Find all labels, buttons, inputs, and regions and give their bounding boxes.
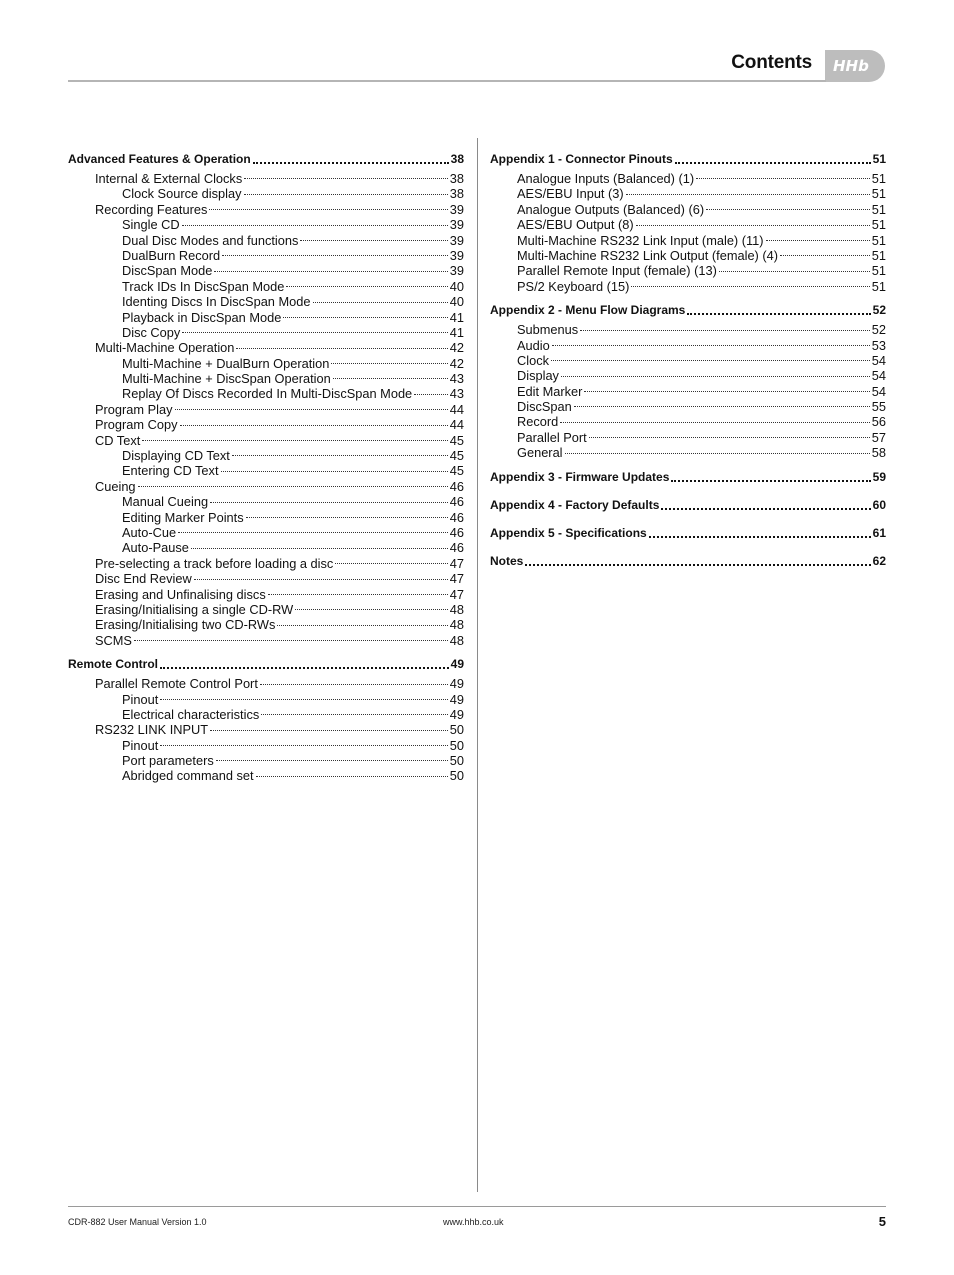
toc-right-column — [490, 151, 886, 581]
toc-leader-dots — [313, 302, 448, 303]
toc-entry[interactable] — [68, 340, 464, 355]
toc-entry-page: 39 — [449, 217, 464, 233]
toc-entry-title: Erasing and Unfinalising discs — [95, 586, 266, 602]
toc-entry-title: Pre-selecting a track before loading a disc — [95, 555, 334, 571]
toc-entry-page: 61 — [872, 525, 886, 540]
toc-leader-dots — [236, 348, 447, 349]
toc-entry-page: 41 — [449, 324, 464, 340]
toc-leader-dots — [565, 453, 870, 454]
toc-leader-dots — [216, 760, 448, 761]
toc-entry[interactable] — [68, 417, 464, 432]
toc-entry-title: Erasing/Initialising two CD-RWs — [95, 617, 276, 633]
toc-entry-page: 46 — [449, 524, 464, 540]
toc-leader-dots — [300, 240, 447, 241]
toc-entry[interactable] — [490, 217, 886, 232]
toc-entry-page: 54 — [871, 383, 886, 399]
toc-leader-dots — [719, 271, 870, 272]
toc-entry-title: Replay Of Discs Recorded In Multi-DiscSpan Mode — [122, 386, 413, 402]
toc-entry[interactable] — [68, 602, 464, 617]
toc-entry[interactable] — [490, 322, 886, 337]
toc-leader-dots — [160, 667, 449, 669]
toc-entry-title: Multi-Machine + DiscSpan Operation — [122, 371, 331, 387]
toc-entry-title: Multi-Machine + DualBurn Operation — [122, 355, 330, 371]
toc-leader-dots — [182, 332, 447, 333]
toc-leader-dots — [525, 564, 870, 566]
toc-entry-title: Program Copy — [95, 417, 178, 433]
footer-page-number: 5 — [878, 1214, 886, 1229]
toc-entry-page: 51 — [871, 201, 886, 217]
toc-entry[interactable] — [68, 233, 464, 248]
toc-entry-page: 38 — [450, 152, 464, 166]
page-title: Contents — [731, 52, 812, 73]
toc-entry-title: Edit Marker — [517, 383, 583, 399]
toc-entry-page: 53 — [871, 337, 886, 353]
toc-entry[interactable] — [490, 202, 886, 217]
toc-entry-title: Parallel Remote Control Port — [95, 676, 258, 692]
footer-website: www.hhb.co.uk — [443, 1217, 504, 1227]
toc-entry-page: 49 — [449, 676, 464, 692]
toc-entry[interactable] — [68, 768, 464, 783]
hhb-logo-icon — [825, 50, 886, 82]
toc-entry[interactable] — [68, 248, 464, 263]
toc-leader-dots — [675, 162, 871, 164]
toc-leader-dots — [191, 548, 448, 549]
toc-leader-dots — [260, 684, 448, 685]
toc-entry[interactable] — [68, 402, 464, 417]
toc-entry-title: Notes — [490, 553, 524, 568]
toc-entry-title: Identing Discs In DiscSpan Mode — [122, 294, 311, 310]
toc-leader-dots — [333, 378, 448, 379]
toc-entry-page: 39 — [449, 247, 464, 263]
toc-entry[interactable] — [490, 263, 886, 278]
toc-leader-dots — [631, 286, 869, 287]
toc-entry-title: Parallel Remote Input (female) (13) — [517, 263, 717, 279]
toc-leader-dots — [180, 425, 448, 426]
toc-entry-page: 54 — [871, 352, 886, 368]
toc-leader-dots — [221, 471, 448, 472]
toc-entry[interactable] — [68, 386, 464, 401]
toc-entry-title: Program Play — [95, 401, 173, 417]
toc-leader-dots — [268, 594, 448, 595]
toc-entry[interactable] — [68, 325, 464, 340]
toc-leader-dots — [256, 776, 448, 777]
toc-leader-dots — [142, 440, 447, 441]
toc-entry-page: 55 — [871, 399, 886, 415]
toc-entry-page: 57 — [871, 429, 886, 445]
toc-entry-page: 49 — [449, 691, 464, 707]
toc-left-column — [68, 151, 464, 792]
toc-entry-title: RS232 LINK INPUT — [95, 722, 209, 738]
toc-leader-dots — [210, 502, 448, 503]
toc-entry[interactable] — [490, 233, 886, 248]
toc-section-heading[interactable] — [490, 151, 886, 171]
toc-entry-page: 46 — [449, 494, 464, 510]
toc-leader-dots — [160, 699, 447, 700]
toc-entry-title: Parallel Port — [517, 429, 587, 445]
toc-section-heading[interactable] — [490, 553, 886, 573]
footer-manual-title: CDR-882 User Manual Version 1.0 — [68, 1217, 207, 1227]
toc-entry[interactable] — [68, 753, 464, 768]
toc-entry[interactable] — [68, 707, 464, 722]
toc-entry-page: 38 — [449, 171, 464, 186]
toc-entry-title: Appendix 4 - Factory Defaults — [490, 497, 660, 512]
toc-leader-dots — [574, 406, 870, 407]
toc-entry[interactable] — [68, 279, 464, 294]
toc-entry-title: Submenus — [517, 322, 579, 338]
toc-leader-dots — [766, 240, 870, 241]
toc-entry[interactable] — [68, 692, 464, 707]
toc-entry-title: Abridged command set — [122, 768, 254, 784]
toc-entry-page: 38 — [449, 186, 464, 202]
toc-section-heading[interactable] — [490, 302, 886, 322]
toc-entry-title: Pinout — [122, 737, 159, 753]
toc-entry-title: DualBurn Record — [122, 247, 221, 263]
toc-entry-title: Recording Features — [95, 201, 208, 217]
column-divider — [477, 138, 478, 1192]
toc-entry-title: Displaying CD Text — [122, 448, 230, 464]
toc-leader-dots — [580, 330, 870, 331]
toc-leader-dots — [277, 625, 447, 626]
toc-entry-page: 51 — [871, 217, 886, 233]
toc-entry-title: AES/EBU Input (3) — [517, 186, 624, 202]
toc-leader-dots — [584, 391, 869, 392]
toc-entry[interactable] — [490, 414, 886, 429]
toc-section-heading[interactable] — [490, 497, 886, 517]
toc-entry-page: 47 — [449, 555, 464, 571]
toc-entry-page: 42 — [449, 340, 464, 356]
toc-entry-page: 42 — [449, 355, 464, 371]
toc-entry-page: 40 — [449, 278, 464, 294]
toc-entry-page: 51 — [871, 171, 886, 186]
toc-entry[interactable] — [68, 738, 464, 753]
toc-entry[interactable] — [68, 171, 464, 186]
toc-section — [490, 497, 886, 517]
toc-entry[interactable] — [490, 430, 886, 445]
toc-entry-title: Appendix 1 - Connector Pinouts — [490, 152, 673, 166]
toc-leader-dots — [551, 360, 870, 361]
toc-entry-page: 39 — [449, 232, 464, 248]
toc-entry-title: DiscSpan — [517, 399, 572, 415]
toc-entry-title: DiscSpan Mode — [122, 263, 213, 279]
toc-leader-dots — [194, 579, 448, 580]
toc-leader-dots — [636, 225, 870, 226]
toc-entry-page: 62 — [872, 553, 886, 568]
toc-entry-page: 44 — [449, 417, 464, 433]
toc-entry-page: 51 — [871, 263, 886, 279]
toc-entry-page: 43 — [449, 371, 464, 387]
toc-entry[interactable] — [68, 463, 464, 478]
toc-entry[interactable] — [490, 399, 886, 414]
toc-entry-title: Advanced Features & Operation — [68, 152, 251, 166]
toc-entry[interactable] — [68, 356, 464, 371]
toc-leader-dots — [626, 194, 870, 195]
toc-entry-page: 60 — [872, 497, 886, 512]
toc-leader-dots — [232, 455, 448, 456]
toc-leader-dots — [552, 345, 870, 346]
toc-section-heading[interactable] — [68, 151, 464, 171]
toc-leader-dots — [244, 194, 448, 195]
toc-entry-title: Single CD — [122, 217, 180, 233]
toc-entry-page: 54 — [871, 368, 886, 384]
toc-leader-dots — [687, 313, 870, 315]
toc-leader-dots — [214, 271, 447, 272]
toc-leader-dots — [589, 437, 870, 438]
toc-entry-title: General — [517, 445, 563, 461]
toc-leader-dots — [283, 317, 447, 318]
toc-entry[interactable] — [68, 617, 464, 632]
toc-entry-title: SCMS — [95, 632, 132, 648]
toc-leader-dots — [560, 422, 870, 423]
toc-entry[interactable] — [68, 633, 464, 648]
toc-leader-dots — [335, 563, 447, 564]
toc-entry[interactable] — [490, 368, 886, 383]
toc-entry[interactable] — [68, 294, 464, 309]
toc-entry[interactable] — [68, 494, 464, 509]
toc-entry-page: 46 — [449, 509, 464, 525]
toc-entry[interactable] — [68, 448, 464, 463]
toc-entry-title: AES/EBU Output (8) — [517, 217, 634, 233]
toc-leader-dots — [138, 486, 448, 487]
toc-leader-dots — [671, 480, 870, 482]
toc-leader-dots — [182, 225, 448, 226]
toc-entry-title: Entering CD Text — [122, 463, 219, 479]
toc-leader-dots — [210, 730, 448, 731]
toc-entry-page: 41 — [449, 309, 464, 325]
toc-entry-title: Remote Control — [68, 657, 158, 672]
toc-section — [68, 656, 464, 784]
toc-entry-title: Auto-Cue — [122, 524, 177, 540]
toc-entry[interactable] — [490, 353, 886, 368]
toc-leader-dots — [295, 609, 448, 610]
toc-entry-page: 56 — [871, 414, 886, 430]
toc-section-heading[interactable] — [490, 469, 886, 489]
toc-leader-dots — [160, 745, 447, 746]
toc-entry[interactable] — [68, 722, 464, 737]
toc-entry-title: Cueing — [95, 478, 136, 494]
toc-entry-page: 50 — [449, 768, 464, 784]
logo-text: HHb — [833, 57, 869, 75]
toc-entry-title: Clock — [517, 352, 549, 368]
toc-entry-page: 51 — [872, 152, 886, 166]
toc-entry-page: 45 — [449, 463, 464, 479]
toc-entry-title: Auto-Pause — [122, 540, 189, 556]
toc-entry-page: 44 — [449, 401, 464, 417]
toc-entry-page: 51 — [871, 247, 886, 263]
toc-leader-dots — [696, 178, 870, 179]
toc-entry-page: 49 — [450, 657, 464, 672]
toc-section — [490, 553, 886, 573]
toc-entry-page: 45 — [449, 432, 464, 448]
toc-section — [490, 469, 886, 489]
toc-leader-dots — [661, 508, 870, 510]
toc-entry[interactable] — [490, 171, 886, 186]
toc-section — [490, 302, 886, 461]
toc-leader-dots — [253, 162, 449, 164]
toc-entry-title: Disc Copy — [122, 324, 181, 340]
toc-entry-title: Port parameters — [122, 753, 214, 769]
toc-entry-page: 52 — [871, 322, 886, 338]
toc-entry-page: 50 — [449, 753, 464, 769]
toc-entry-page: 58 — [871, 445, 886, 461]
toc-leader-dots — [261, 714, 448, 715]
toc-entry-page: 51 — [871, 186, 886, 202]
toc-entry-title: Appendix 5 - Specifications — [490, 525, 647, 540]
toc-leader-dots — [414, 394, 448, 395]
toc-entry-title: Multi-Machine RS232 Link Output (female) (4) — [517, 247, 779, 263]
toc-entry[interactable] — [68, 371, 464, 386]
toc-entry[interactable] — [68, 556, 464, 571]
toc-entry-title: Playback in DiscSpan Mode — [122, 309, 282, 325]
toc-entry-page: 59 — [872, 469, 886, 484]
toc-entry[interactable] — [490, 384, 886, 399]
toc-entry-title: Disc End Review — [95, 571, 192, 587]
toc-entry[interactable] — [68, 217, 464, 232]
toc-entry-page: 46 — [449, 478, 464, 494]
toc-entry-title: Editing Marker Points — [122, 509, 244, 525]
toc-entry-page: 49 — [449, 706, 464, 722]
toc-entry[interactable] — [490, 248, 886, 263]
toc-entry-page: 46 — [449, 540, 464, 556]
toc-entry-title: Analogue Inputs (Balanced) (1) — [517, 171, 695, 186]
toc-leader-dots — [209, 209, 447, 210]
toc-entry-page: 39 — [449, 201, 464, 217]
toc-entry-page: 48 — [449, 617, 464, 633]
toc-entry[interactable] — [490, 186, 886, 201]
toc-entry-title: CD Text — [95, 432, 141, 448]
toc-entry-title: Track IDs In DiscSpan Mode — [122, 278, 285, 294]
toc-section — [490, 151, 886, 294]
toc-entry[interactable] — [490, 279, 886, 294]
toc-entry[interactable] — [68, 587, 464, 602]
toc-entry-title: Electrical characteristics — [122, 706, 260, 722]
toc-leader-dots — [178, 532, 448, 533]
toc-entry-title: Dual Disc Modes and functions — [122, 232, 299, 248]
toc-entry-page: 50 — [449, 722, 464, 738]
toc-leader-dots — [706, 209, 870, 210]
toc-section — [490, 525, 886, 545]
toc-entry[interactable] — [68, 186, 464, 201]
toc-entry-title: Multi-Machine RS232 Link Input (male) (11) — [517, 232, 764, 248]
toc-entry[interactable] — [490, 338, 886, 353]
toc-entry[interactable] — [68, 510, 464, 525]
toc-entry-page: 47 — [449, 571, 464, 587]
toc-leader-dots — [222, 255, 448, 256]
toc-section — [68, 151, 464, 648]
toc-entry-title: Analogue Outputs (Balanced) (6) — [517, 201, 705, 217]
toc-entry-title: Display — [517, 368, 559, 384]
toc-entry[interactable] — [68, 676, 464, 691]
toc-entry[interactable] — [68, 540, 464, 555]
toc-entry-page: 52 — [872, 303, 886, 318]
toc-entry[interactable] — [68, 263, 464, 278]
toc-entry[interactable] — [68, 571, 464, 586]
toc-entry-title: Appendix 2 - Menu Flow Diagrams — [490, 303, 686, 318]
toc-section-heading[interactable] — [68, 656, 464, 676]
toc-entry-page: 43 — [449, 386, 464, 402]
toc-entry-title: Clock Source display — [122, 186, 242, 202]
toc-entry-title: PS/2 Keyboard (15) — [517, 278, 630, 294]
toc-entry-page: 48 — [449, 601, 464, 617]
toc-leader-dots — [286, 286, 447, 287]
toc-section-heading[interactable] — [490, 525, 886, 545]
toc-leader-dots — [134, 640, 448, 641]
footer-rule — [68, 1206, 886, 1207]
toc-leader-dots — [175, 409, 448, 410]
toc-entry-page: 39 — [449, 263, 464, 279]
toc-entry-title: Pinout — [122, 691, 159, 707]
toc-entry-page: 51 — [871, 278, 886, 294]
toc-entry-title: Erasing/Initialising a single CD-RW — [95, 601, 294, 617]
toc-entry-page: 40 — [449, 294, 464, 310]
toc-entry-page: 45 — [449, 448, 464, 464]
toc-entry-title: Appendix 3 - Firmware Updates — [490, 469, 670, 484]
toc-entry[interactable] — [68, 479, 464, 494]
toc-entry-page: 50 — [449, 737, 464, 753]
toc-entry-page: 48 — [449, 632, 464, 648]
toc-leader-dots — [244, 178, 448, 179]
header-rule — [68, 80, 826, 82]
toc-leader-dots — [780, 255, 870, 256]
toc-entry-title: Internal & External Clocks — [95, 171, 243, 186]
toc-leader-dots — [331, 363, 447, 364]
toc-entry[interactable] — [68, 202, 464, 217]
toc-entry[interactable] — [68, 310, 464, 325]
toc-entry[interactable] — [490, 445, 886, 460]
toc-leader-dots — [649, 536, 871, 538]
toc-entry-title: Multi-Machine Operation — [95, 340, 235, 356]
toc-entry[interactable] — [68, 525, 464, 540]
toc-entry[interactable] — [68, 433, 464, 448]
toc-entry-title: Manual Cueing — [122, 494, 209, 510]
toc-leader-dots — [246, 517, 448, 518]
toc-entry-title: Record — [517, 414, 559, 430]
toc-leader-dots — [561, 376, 870, 377]
toc-entry-page: 51 — [871, 232, 886, 248]
toc-entry-page: 47 — [449, 586, 464, 602]
toc-entry-title: Audio — [517, 337, 550, 353]
